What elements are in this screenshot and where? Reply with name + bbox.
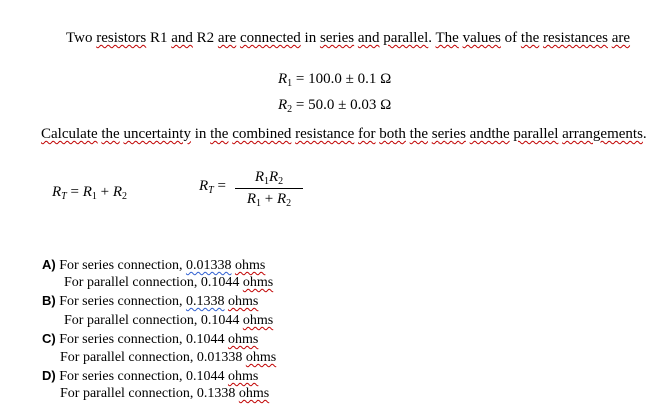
formula-operator: + (261, 191, 277, 207)
formula-symbol: R (254, 169, 264, 185)
intro-word: resistances (542, 30, 608, 46)
series-formula (52, 184, 127, 202)
option-d-parallel (60, 386, 269, 402)
task-word: Calculate (41, 126, 98, 142)
option-b-parallel (64, 313, 273, 329)
task-text: in (190, 126, 211, 142)
intro-text: of (500, 30, 521, 46)
option-text: For parallel connection, 0.1338 (60, 386, 239, 401)
intro-word: resistors (96, 30, 147, 46)
intro-word: values (462, 30, 501, 46)
r2-symbol: R (278, 97, 288, 113)
intro-text: R2 (192, 30, 218, 46)
formula-subscript: T (208, 185, 214, 196)
question-intro (66, 30, 630, 47)
formula-operator: = (66, 184, 83, 200)
task-word: the (409, 126, 428, 142)
intro-word: the (520, 30, 540, 46)
option-d-series[interactable] (42, 368, 258, 385)
task-word: uncertainty (123, 126, 191, 142)
parallel-formula-fraction (235, 169, 303, 209)
option-text: For parallel connection, 0.01338 (60, 350, 246, 365)
r1-symbol: R (278, 71, 288, 87)
formula-symbol: R (82, 184, 92, 200)
option-unit: ohms (238, 386, 270, 401)
option-text: For series connection, (59, 258, 186, 273)
task-word: arrangements (562, 126, 643, 142)
formula-symbol: R (199, 178, 209, 194)
intro-word: and (357, 30, 380, 46)
formula-symbol: R (276, 191, 287, 207)
intro-word: and (171, 30, 193, 46)
formula-operator: + (96, 184, 113, 200)
task-word: parallel (513, 126, 559, 142)
formula-subscript: 2 (122, 191, 128, 202)
question-task (41, 126, 647, 143)
intro-text: R1 (146, 30, 172, 46)
option-unit: ohms (245, 350, 277, 365)
formula-symbol: R (246, 191, 257, 207)
option-label: A) (42, 257, 56, 272)
intro-text: . (428, 30, 436, 46)
task-word: the (101, 126, 120, 142)
formula-subscript: 2 (286, 198, 292, 209)
formula-subscript: 1 (256, 198, 262, 209)
option-unit: ohms (242, 275, 274, 290)
option-text: For parallel connection, 0.1044 (64, 313, 243, 328)
task-word: combined (232, 126, 292, 142)
formula-symbol: R (112, 184, 123, 200)
option-label: C) (42, 331, 56, 346)
r2-value-line (278, 97, 391, 115)
intro-text: in (300, 30, 320, 46)
option-unit: ohms (234, 258, 266, 273)
intro-word: series (319, 30, 355, 46)
option-label: D) (42, 368, 56, 383)
r2-value: = 50.0 ± 0.03 Ω (295, 97, 392, 113)
fraction-numerator (235, 169, 303, 189)
formula-subscript: 2 (278, 176, 284, 187)
option-label: B) (42, 293, 56, 308)
option-unit: ohms (227, 294, 259, 309)
option-text: For parallel connection, 0.1044 (64, 275, 243, 290)
option-unit: ohms (242, 313, 274, 328)
r1-value-line (278, 71, 391, 89)
task-word: the (210, 126, 229, 142)
formula-operator: = (213, 178, 226, 194)
option-c-parallel (60, 350, 276, 366)
task-word: resistance (295, 126, 355, 142)
intro-word: parallel (383, 30, 429, 46)
option-unit: ohms (227, 369, 259, 384)
option-unit: ohms (227, 332, 259, 347)
intro-word: are (611, 30, 631, 46)
formula-subscript: 1 (91, 191, 97, 202)
intro-word: connected (239, 30, 301, 46)
task-text: . (642, 126, 647, 142)
task-word: andthe (469, 126, 510, 142)
formula-subscript: 1 (264, 176, 269, 187)
option-text: For series connection, 0.1044 (59, 369, 228, 384)
formula-subscript: T (61, 191, 67, 202)
formula-symbol: R (52, 184, 62, 200)
intro-text: Two (66, 30, 97, 46)
option-a-series[interactable] (42, 257, 265, 274)
option-text: For series connection, (59, 294, 186, 309)
r2-subscript: 2 (287, 104, 293, 115)
intro-word: The (435, 30, 459, 46)
task-word: both (379, 126, 406, 142)
intro-word: are (217, 30, 237, 46)
option-b-series[interactable] (42, 293, 258, 310)
task-word: for (358, 126, 376, 142)
parallel-formula-lhs (199, 178, 226, 196)
option-text: For series connection, 0.1044 (59, 332, 228, 347)
formula-symbol: R (269, 169, 279, 185)
r1-subscript: 1 (287, 78, 293, 89)
task-word: series (431, 126, 466, 142)
option-value: 0.01338 (185, 258, 232, 273)
fraction-denominator (235, 189, 303, 209)
option-a-parallel (64, 275, 273, 291)
r1-value: = 100.0 ± 0.1 Ω (295, 71, 392, 87)
option-c-series[interactable] (42, 331, 258, 348)
option-value: 0.1338 (185, 294, 225, 309)
